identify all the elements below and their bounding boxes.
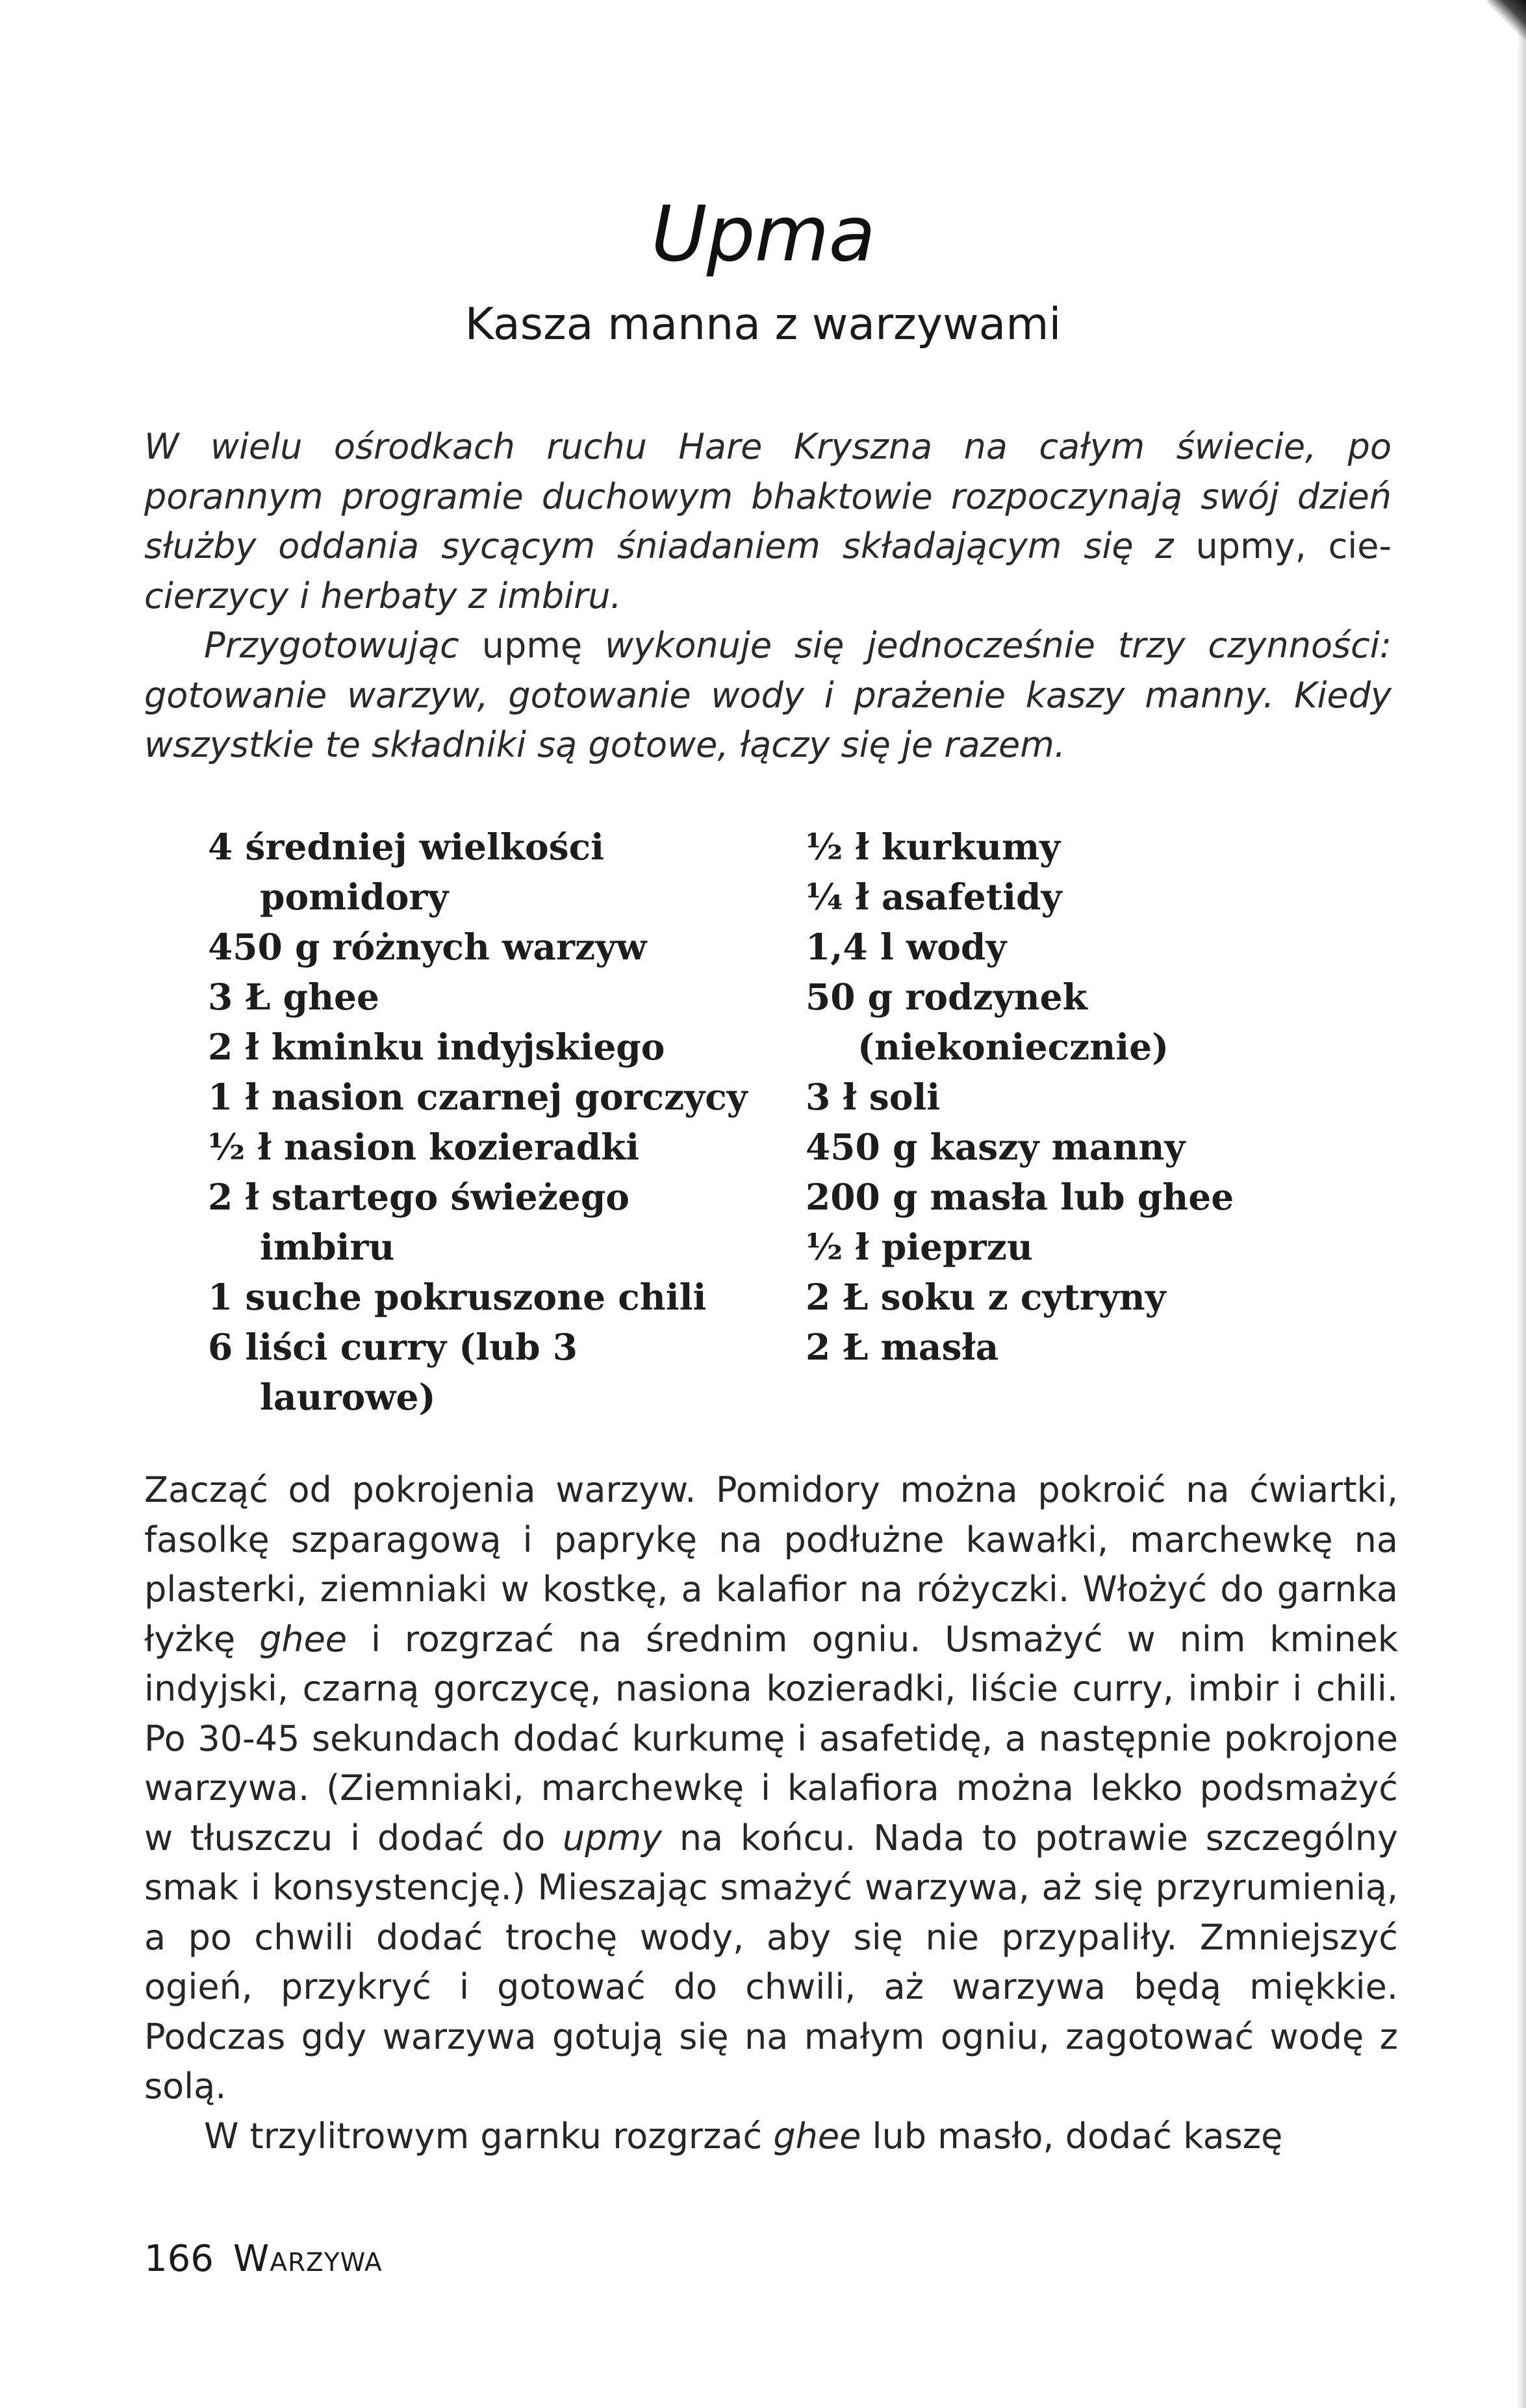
recipe-title: Upma [651,189,875,279]
intro-text [144,422,1392,770]
ingredients-list [0,822,1526,1419]
ingredient-item: 1 suche pokruszone chili [208,1276,707,1318]
ingredient-item: ½ ł nasion kozieradki [208,1126,640,1168]
ingredient-item: 450 g kaszy manny [806,1126,1186,1168]
ingredient-item: 1,4 l wody [806,926,1007,968]
ingredient-item: 2 Ł masła [806,1326,999,1368]
ingredient-item: ½ ł pieprzu [806,1226,1033,1268]
method-text [144,1465,1398,2161]
ingredient-item: 2 ł startego świeżego imbiru [208,1176,629,1268]
ingredient-item: 200 g masła lub ghee [806,1176,1234,1218]
ingredient-item: 6 liści curry (lub 3 laurowe) [208,1326,578,1418]
ingredients-right-column [806,822,1390,1372]
section-name: Warzywa [233,2238,383,2280]
ingredient-item: 50 g rodzynek (niekoniecznie) [806,976,1169,1068]
ingredient-item: 1 ł nasion czarnej gorczycy [208,1076,748,1118]
ingredient-item: 3 ł soli [806,1076,941,1118]
ingredient-item: 450 g różnych warzyw [208,926,647,968]
intro-paragraph: Przygotowując upmę wykonuje się jednocześnie trzy czynności: gotowanie warzyw, gotowanie wody i prażenie kaszy manny. Kiedy wszystkie te składniki są gotowe, łączy się je razem. [144,625,1392,765]
ingredients-left-column [208,822,793,1422]
ingredient-item: 4 średniej wielkości pomidory [208,826,604,918]
ingredient-item: ½ ł kurkumy [806,826,1061,868]
ingredient-item: ¼ ł asafetidy [806,876,1062,918]
recipe-subtitle: Kasza manna z warzywami [464,299,1062,350]
ingredient-item: 2 ł kminku indyjskiego [208,1026,665,1068]
ingredient-item: 3 Ł ghee [208,976,380,1018]
page-footer [144,2237,383,2282]
ingredient-item: 2 Ł soku z cytryny [806,1276,1166,1318]
page-corner [1487,0,1526,39]
method-paragraph: W trzylitrowym garnku rozgrzać ghee lub masło, dodać kaszę [204,2115,1283,2157]
page-number: 166 [144,2238,214,2280]
method-paragraph: Zacząć od pokrojenia warzyw. Pomidory można pokroić na ćwiartki, fasolkę szparagową i paprykę na podłużne kawałki, marchewkę na plasterki, ziemniaki w kostkę, a kalafior na różyczki. Włożyć do garnka łyżkę ghee i rozgrzać na średnim ogniu. Usmażyć w nim kminek indyjski, czarną gorczycę, nasiona kozieradki, liście curry, imbir i chili. Po 30-45 sekundach dodać kurkumę i asafetidę, a następnie pokrojone warzywa. (Ziemniaki, marchewkę i kalafiora można lekko podsmażyć w tłuszczu i dodać do upmy na końcu. Nada to potrawie szczególny smak i konsystencję.) Mieszając smażyć warzywa, aż się przyrumienią, a po chwili dodać trochę wody, aby się nie przypaliły. Zmniejszyć ogień, przykryć i gotować do chwili, aż warzywa będą miękkie. Podczas gdy warzywa gotują się na małym ogniu, zagotować wodę z solą. [144,1469,1399,2107]
intro-paragraph: W wielu ośrodkach ruchu Hare Kryszna na całym świecie, po porannym programie duchowym bhaktowie rozpoczynają swój dzień służby oddania sycącym śniadaniem składającym się z upmy, cie-cierzycy i herbaty z imbiru. [144,426,1392,616]
